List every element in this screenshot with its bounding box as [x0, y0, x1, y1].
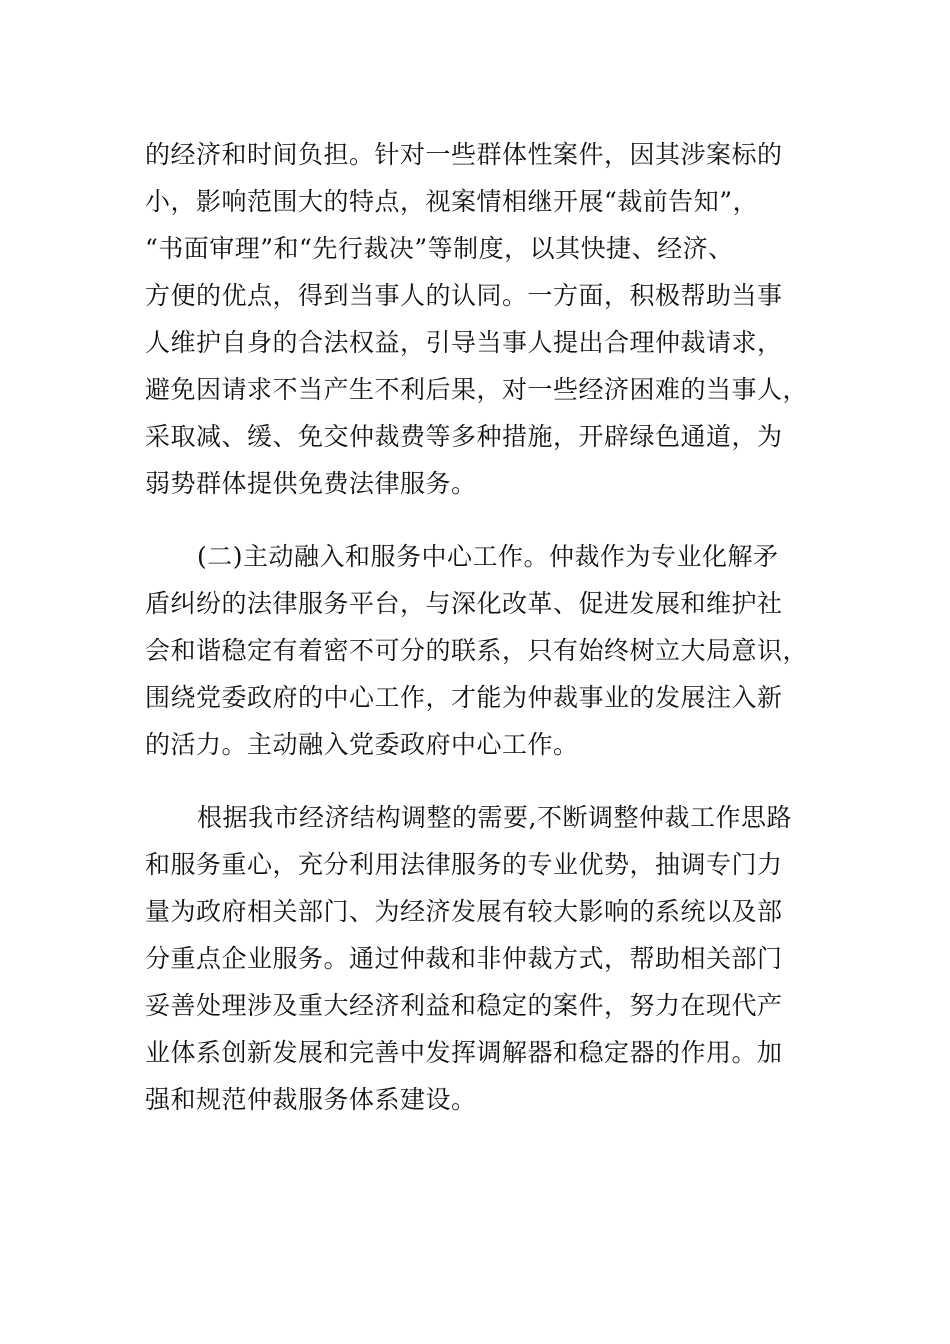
- text-line: 弱势群体提供免费法律服务。: [145, 469, 477, 498]
- text-line: 分重点企业服务。通过仲裁和非仲裁方式，帮助相关部门: [145, 944, 783, 973]
- text-line: 方便的优点，得到当事人的认同。一方面，积极帮助当事: [145, 281, 783, 310]
- text-line: 会和谐稳定有着密不可分的联系，只有始终树立大局意识，: [145, 636, 809, 665]
- text-line: 盾纠纷的法律服务平台，与深化改革、促进发展和维护社: [145, 589, 783, 618]
- text-line: 量为政府相关部门、为经济发展有较大影响的系统以及部: [145, 897, 783, 926]
- text-line: (二)主动融入和服务中心工作。仲裁作为专业化解矛: [197, 542, 779, 571]
- text-line: 的活力。主动融入党委政府中心工作。: [145, 730, 579, 759]
- text-line: 的经济和时间负担。针对一些群体性案件，因其涉案标的: [145, 140, 783, 169]
- text-line: 妥善处理涉及重大经济利益和稳定的案件，努力在现代产: [145, 991, 783, 1020]
- text-line: 和服务重心，充分利用法律服务的专业优势，抽调专门力: [145, 850, 783, 879]
- text-line: 围绕党委政府的中心工作，才能为仲裁事业的发展注入新: [145, 683, 783, 712]
- text-line: 避免因请求不当产生不利后果，对一些经济困难的当事人，: [145, 375, 809, 404]
- text-line: 业体系创新发展和完善中发挥调解器和稳定器的作用。加: [145, 1038, 783, 1067]
- text-line: 强和规范仲裁服务体系建设。: [145, 1085, 477, 1114]
- document-body: [145, 131, 809, 1123]
- paragraph-1: [145, 131, 809, 507]
- paragraph-2: [145, 533, 809, 768]
- text-line: 小，影响范围大的特点，视案情相继开展“裁前告知”，: [145, 187, 759, 216]
- text-line: “书面审理”和“先行裁决”等制度，以其快捷、经济、: [145, 234, 734, 263]
- text-line: 采取减、缓、免交仲裁费等多种措施，开辟绿色通道，为: [145, 422, 783, 451]
- paragraph-3: [145, 794, 805, 1123]
- text-line: 根据我市经济结构调整的需要,不断调整仲裁工作思路: [197, 803, 792, 832]
- text-line: 人维护自身的合法权益，引导当事人提出合理仲裁请求，: [145, 328, 783, 357]
